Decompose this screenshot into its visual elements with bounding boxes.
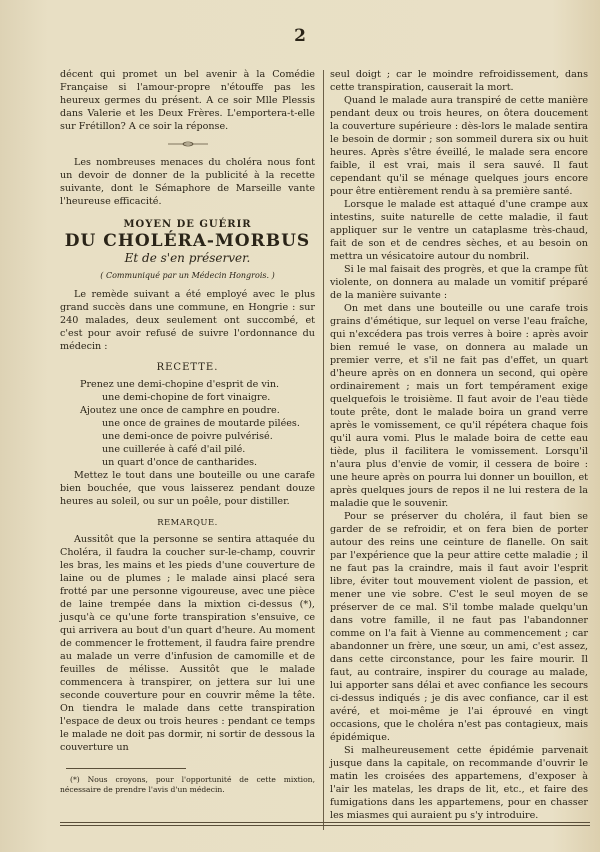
recipe-line: Prenez une demi-chopine d'esprit de vin. — [80, 379, 280, 390]
footnote-rule — [66, 768, 186, 769]
paragraph-vomitif: Si le mal faisait des progrès, et que la crampe fût violente, on donnera au malade un vomitif préparé de la manière suivante : — [330, 264, 588, 301]
paragraph-capitale: Si malheureusement cette épidémie parvenait jusque dans la capitale, on recommande d'ouvrir le matin les croisées des appartemens, d'exposer à l'air les matelas, les draps de lit, etc., et faire des fumigations dans les appartemens, pour en chasser les miasmes qui auraient pu s'y introduire. — [330, 745, 588, 821]
right-column — [330, 68, 588, 822]
paragraph-preservation: Pour se préserver du choléra, il faut bien se garder de se refroidir, et on fera bien de porter autour des reins une ceinture de flanelle. On sait par l'expérience que la peur attire cette maladie ; il ne faut pas la craindre, mais il faut avoir l'esprit libre, éviter tout mouvement violent de passion, et mener une vie sobre. C'est le seul moyen de se préserver de ce mal. S'il tombe malade quelqu'un dans votre famille, il ne faut pas l'abandonner comme on l'a fait à Vienne au commencement ; car abandonner un frère, une sœur, un ami, c'est assez, dans cette circonstance, pour les faire mourir. Il faut, au contraire, inspirer du courage au malade, lui apporter sans délai et avec confiance les secours ci-dessus indiqués ; je dis avec confiance, car il est avéré, et moi-même je l'ai éprouvé en vingt occasions, que le choléra n'est pas contagieux, mais épidémique. — [330, 511, 588, 743]
bottom-rule — [60, 822, 590, 826]
ornament-divider — [60, 141, 315, 148]
recipe-title: RECETTE. — [156, 362, 219, 373]
paragraph-distill: Mettez le tout dans une bouteille ou une carafe bien bouchée, que vous laisserez pendant douze heures au soleil, ou sur un poêle, pour distiller. — [60, 470, 315, 507]
paragraph-crampe: Lorsque le malade est attaqué d'une crampe aux intestins, suite naturelle de cette maladie, il faut appliquer sur le ventre un cataplasme très-chaud, fait de son et de cendres sèches, et au besoin on mettra un vésicatoire autour du nombril. — [330, 199, 588, 262]
paragraph-remedy-intro: Le remède suivant a été employé avec le plus grand succès dans une commune, en Hongrie : sur 240 malades, deux seulement ont succombé, et c'est pour avoir refusé de suivre l'ordonnance du médecin : — [60, 289, 315, 352]
recipe-line: un quart d'once de cantharides. — [102, 457, 258, 468]
paragraph-cholera-intro: Les nombreuses menaces du choléra nous font un devoir de donner de la publicité à la recette suivante, dont le Sémaphore de Marseille vante l'heureuse efficacité. — [60, 157, 315, 207]
remark-title: REMARQUE. — [157, 517, 218, 527]
paragraph-theatre: décent qui promet un bel avenir à la Comédie Française si l'amour-propre n'étouffe pas les heureux germes du présent. A ce soir Mlle Plessis dans Valerie et les Deux Frères. L'emportera-t-elle sur Frétillon? A ce soir la réponse. — [60, 69, 315, 132]
paragraph-transpiration: Quand le malade aura transpiré de cette manière pendant deux ou trois heures, on ôtera doucement la couverture supérieure : dès-lors le malade sentira le besoin de dormir ; son sommeil durera six ou huit heures. Après s'être éveillé, le malade sera encore faible, il est vrai, mais il sera sauvé. Il faut cependant qu'il se ménage quelques jours encore pour être entièrement rendu à sa première santé. — [330, 95, 588, 197]
paragraph-treatment: Aussitôt que la personne se sentira attaquée du Choléra, il faudra la coucher sur-le-champ, couvrir les bras, les mains et les pieds d'une couverture de laine ou de plumes ; le malade ainsi placé sera frotté par une personne vigoureuse, avec une pièce de laine trempée dans la mixtion ci-dessus (*), jusqu'à ce qu'une forte transpiration s'ensuive, ce qui arrivera au bout d'un quart d'heure. Au moment de commencer le frottement, il faudra faire prendre au malade un verre d'infusion de camomille et de feuilles de mélisse. Aussitôt que le malade commencera à transpirer, on jettera sur lui une seconde couverture pour en couvrir même la tête. On tiendra le malade dans cette transpiration l'espace de deux ou trois heures : pendant ce temps le malade ne doit pas dormir, ni sortir de dessous la couverture un — [60, 534, 315, 753]
paragraph-emetique: On met dans une bouteille ou une carafe trois grains d'émétique, sur lequel on verse l'eau fraîche, qui n'excédera pas trois verres à boire : après avoir bien remué le vase, on donnera au malade un premier verre, et s'il ne fait pas d'effet, un quart d'heure après on en donnera un second, qui opère ordinairement ; mais un fort tempérament exige quelquefois le troisième. Il faut avoir de l'eau tiède toute prête, dont le malade boira un grand verre après le vomissement, ce qu'il répétera chaque fois qu'il aura vomi. Plus le malade boira de cette eau tiède, plus il facilitera le vomissement. Lorsqu'il n'aura plus d'envie de vomir, il cessera de boire : une heure après on pourra lui donner un bouillon, et après quelques jours de repos il ne lui restera de la maladie que le souvenir. — [330, 303, 588, 509]
left-column — [60, 68, 315, 795]
article-attribution: ( Communiqué par un Médecin Hongrois. ) — [100, 271, 275, 280]
recipe-line: une demi-chopine de fort vinaigre. — [102, 392, 271, 403]
page-number: 2 — [294, 26, 306, 46]
footnote: (*) Nous croyons, pour l'opportunité de cette mixtion, nécessaire de prendre l'avis d'un médecin. — [60, 775, 315, 794]
recipe-line: une cuillerée à café d'ail pilé. — [102, 444, 246, 455]
article-subtitle: Et de s'en préserver. — [124, 251, 251, 265]
paragraph-continuation: seul doigt ; car le moindre refroidissement, dans cette transpiration, causerait la mort. — [330, 69, 588, 93]
column-divider — [323, 70, 324, 830]
article-heading-small: MOYEN DE GUÉRIR — [123, 219, 252, 230]
article-heading-main: DU CHOLÉRA-MORBUS — [64, 231, 311, 251]
recipe-line: Ajoutez une once de camphre en poudre. — [80, 405, 280, 416]
recipe-line: une demi-once de poivre pulvérisé. — [102, 431, 273, 442]
recipe-line: une once de graines de moutarde pilées. — [102, 418, 300, 429]
